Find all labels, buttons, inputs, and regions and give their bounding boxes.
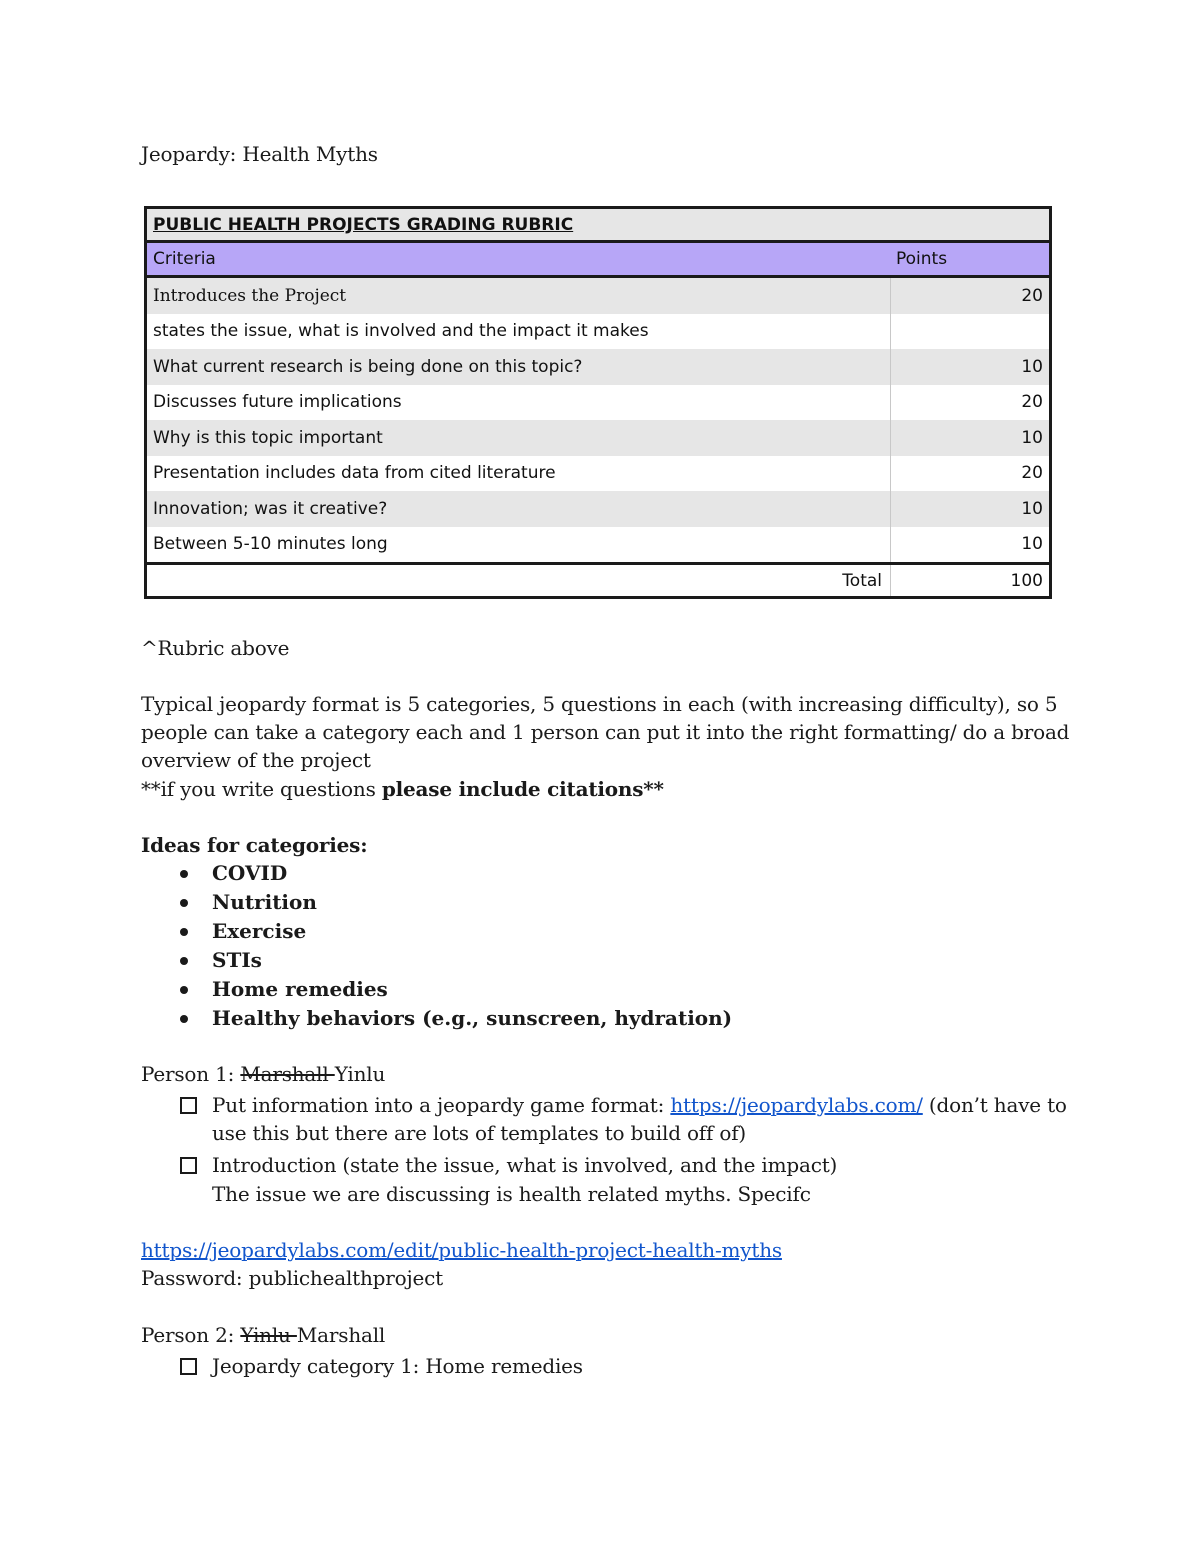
- format-paragraph-line: overview of the project: [141, 748, 371, 772]
- rubric-row: [147, 491, 1049, 527]
- citation-note-plain: **if you write questions: [141, 777, 382, 801]
- list-item: [180, 1004, 732, 1033]
- total-label: Total: [842, 570, 882, 591]
- rubric-row: [147, 278, 1049, 314]
- rubric-row: [147, 420, 1049, 456]
- list-item: [180, 946, 732, 975]
- rubric-total-row: [147, 562, 1049, 596]
- rubric-header-row: [147, 243, 1049, 278]
- task-text: (don’t have to: [922, 1093, 1067, 1117]
- rubric-row: [147, 349, 1049, 385]
- rubric-points: 10: [1021, 534, 1043, 555]
- rubric-criteria: Between 5-10 minutes long: [153, 534, 388, 555]
- rubric-criteria: states the issue, what is involved and the impact it makes: [153, 321, 649, 342]
- rubric-row: [147, 385, 1049, 421]
- person-label: Person 1:: [141, 1062, 241, 1086]
- rubric-points: 20: [1021, 463, 1043, 484]
- rubric-points: 10: [1021, 498, 1043, 519]
- category-idea: Healthy behaviors (e.g., sunscreen, hydration): [212, 1006, 733, 1030]
- task-text-continued: use this but there are lots of templates to build off of): [212, 1121, 747, 1145]
- rubric-criteria: Innovation; was it creative?: [153, 498, 388, 519]
- checkbox-icon[interactable]: [180, 1157, 197, 1174]
- rubric-points: [890, 314, 1049, 350]
- citation-note: [141, 775, 664, 803]
- password-text: Password: publichealthproject: [141, 1266, 443, 1290]
- rubric-title: PUBLIC HEALTH PROJECTS GRADING RUBRIC: [153, 214, 574, 235]
- person-label: Person 2:: [141, 1323, 241, 1347]
- rubric-points: 10: [1021, 356, 1043, 377]
- person1-heading: [141, 1060, 385, 1088]
- list-item: [180, 888, 732, 917]
- category-idea: Home remedies: [212, 977, 388, 1001]
- category-idea: Exercise: [212, 919, 307, 943]
- rubric-points: 20: [1021, 392, 1043, 413]
- task-text: Introduction (state the issue, what is involved, and the impact): [212, 1153, 838, 1177]
- rubric-criteria: Presentation includes data from cited literature: [153, 463, 556, 484]
- task-text: Jeopardy category 1: Home remedies: [212, 1354, 583, 1378]
- edit-link-line: [141, 1236, 782, 1264]
- rubric-points: 10: [1021, 427, 1043, 448]
- checkbox-icon[interactable]: [180, 1358, 197, 1375]
- category-ideas-list: [180, 859, 732, 1033]
- task-item: [212, 1091, 1067, 1119]
- total-value: 100: [1010, 570, 1043, 591]
- category-idea: Nutrition: [212, 890, 317, 914]
- person-name: Marshall: [296, 1323, 386, 1347]
- jeopardylabs-link[interactable]: https://jeopardylabs.com/: [670, 1093, 923, 1117]
- bullet-icon: [180, 928, 188, 936]
- category-idea: COVID: [212, 861, 288, 885]
- rubric-criteria: Introduces the Project: [153, 285, 347, 306]
- category-idea: STIs: [212, 948, 262, 972]
- rubric-criteria: Discusses future implications: [153, 392, 402, 413]
- points-header: Points: [896, 249, 948, 269]
- struck-name: Marshall: [240, 1062, 335, 1086]
- rubric-row: [147, 456, 1049, 492]
- format-paragraph-line: people can take a category each and 1 person can put it into the right formatting/ do a broad: [141, 720, 1070, 744]
- document-title: Jeopardy: Health Myths: [141, 142, 378, 166]
- rubric-row: [147, 314, 1049, 350]
- rubric-points: 20: [1021, 285, 1043, 306]
- task-text-continued: The issue we are discussing is health related myths. Specifc: [212, 1182, 811, 1206]
- citation-note-bold: please include citations**: [381, 777, 664, 801]
- rubric-note: ^Rubric above: [141, 636, 290, 660]
- rubric-title-row: [147, 209, 1049, 243]
- bullet-icon: [180, 870, 188, 878]
- grading-rubric-table: [144, 206, 1052, 599]
- struck-name: Yinlu: [240, 1323, 297, 1347]
- task-text: Put information into a jeopardy game format:: [212, 1093, 671, 1117]
- list-item: [180, 859, 732, 888]
- bullet-icon: [180, 1015, 188, 1023]
- bullet-icon: [180, 957, 188, 965]
- rubric-criteria: Why is this topic important: [153, 427, 383, 448]
- bullet-icon: [180, 899, 188, 907]
- list-item: [180, 917, 732, 946]
- person-name: Yinlu: [334, 1062, 386, 1086]
- checkbox-icon[interactable]: [180, 1097, 197, 1114]
- list-item: [180, 975, 732, 1004]
- criteria-header: Criteria: [153, 249, 216, 269]
- person2-heading: [141, 1321, 385, 1349]
- rubric-row: [147, 527, 1049, 563]
- format-paragraph-line: Typical jeopardy format is 5 categories, 5 questions in each (with increasing difficulty), so 5: [141, 692, 1058, 716]
- edit-link[interactable]: https://jeopardylabs.com/edit/public-health-project-health-myths: [141, 1238, 782, 1262]
- ideas-heading: Ideas for categories:: [141, 833, 368, 857]
- rubric-criteria: What current research is being done on this topic?: [153, 356, 583, 377]
- bullet-icon: [180, 986, 188, 994]
